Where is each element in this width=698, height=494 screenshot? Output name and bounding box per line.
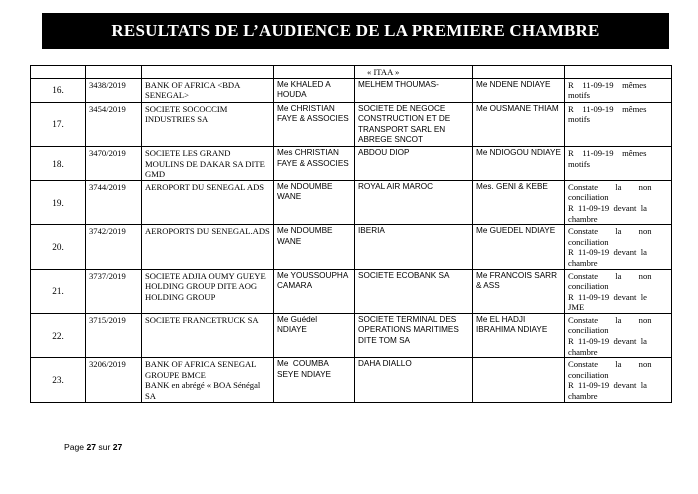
plaintiff-lawyer-cell: Me NDOUMBE WANE <box>274 225 355 269</box>
plaintiff-lawyer-cell: Me KHALED A HOUDA <box>274 78 355 102</box>
defendant-cell: SOCIETE ECOBANK SA <box>355 269 473 313</box>
defendant-lawyer-cell: Me NDENE NDIAYE <box>473 78 565 102</box>
defendant-lawyer-cell: Mes. GENI & KEBE <box>473 180 565 224</box>
table-row <box>31 358 672 402</box>
decision-cell: R 11-09-19 mêmes motifs <box>565 102 672 146</box>
case-number-cell: 3737/2019 <box>86 269 142 313</box>
table-row <box>31 269 672 313</box>
defendant-cell: SOCIETE DE NEGOCE CONSTRUCTION ET DE TRANSPORT SARL EN ABREGE SNCOT <box>355 102 473 146</box>
case-number-cell: 3470/2019 <box>86 146 142 180</box>
row-number: 22. <box>31 313 86 357</box>
defendant-cell: SOCIETE TERMINAL DES OPERATIONS MARITIMES DITE TOM SA <box>355 313 473 357</box>
plaintiff-cell: SOCIETE FRANCETRUCK SA <box>142 313 274 357</box>
defendant-lawyer-cell <box>473 358 565 402</box>
current-page-number: 27 <box>86 442 97 452</box>
plaintiff-cell: BANK OF AFRICA SENEGAL GROUPE BMCE BANK en abrégé « BOA Sénégal SA <box>142 358 274 402</box>
decision-cell: Constate la non conciliation R 11-09-19 devant la chambre <box>565 180 672 224</box>
decision-cell: Constate la non conciliation R 11-09-19 devant la chambre <box>565 358 672 402</box>
title-banner <box>42 13 669 49</box>
decision-cell: R 11-09-19 mêmes motifs <box>565 78 672 102</box>
defendant-cell: ABDOU DIOP <box>355 146 473 180</box>
row-number: 16. <box>31 78 86 102</box>
decision-cell: Constate la non conciliation R 11-09-19 devant la chambre <box>565 225 672 269</box>
plaintiff-cell: BANK OF AFRICA <BDA SENEGAL> <box>142 78 274 102</box>
plaintiff-lawyer-cell: Me CHRISTIAN FAYE & ASSOCIES <box>274 102 355 146</box>
plaintiff-cell: SOCIETE LES GRAND MOULINS DE DAKAR SA DITE GMD <box>142 146 274 180</box>
row-number: 21. <box>31 269 86 313</box>
row-number: 18. <box>31 146 86 180</box>
table-row <box>31 102 672 146</box>
row-number: 23. <box>31 358 86 402</box>
defendant-lawyer-cell: Me GUEDEL NDIAYE <box>473 225 565 269</box>
plaintiff-lawyer-cell: Mes CHRISTIAN FAYE & ASSOCIES <box>274 146 355 180</box>
decision-cell: R 11-09-19 mêmes motifs <box>565 146 672 180</box>
page-footer: Page 27 sur 27 <box>64 442 123 452</box>
case-number-cell: 3744/2019 <box>86 180 142 224</box>
defendant-cell: « ITAA » <box>355 66 473 79</box>
results-table <box>30 65 672 403</box>
total-page-count: 27 <box>112 442 123 452</box>
plaintiff-lawyer-cell: Me COUMBA SEYE NDIAYE <box>274 358 355 402</box>
plaintiff-cell: SOCIETE ADJIA OUMY GUEYE HOLDING GROUP DITE AOG HOLDING GROUP <box>142 269 274 313</box>
table-row <box>31 225 672 269</box>
defendant-lawyer-cell: Me OUSMANE THIAM <box>473 102 565 146</box>
defendant-cell: ROYAL AIR MAROC <box>355 180 473 224</box>
plaintiff-lawyer-cell: Me Guédel NDIAYE <box>274 313 355 357</box>
case-number-cell: 3438/2019 <box>86 78 142 102</box>
plaintiff-lawyer-cell: Me YOUSSOUPHA CAMARA <box>274 269 355 313</box>
defendant-cell: MELHEM THOUMAS- <box>355 78 473 102</box>
row-number: 20. <box>31 225 86 269</box>
defendant-cell: IBERIA <box>355 225 473 269</box>
table-row <box>31 313 672 357</box>
defendant-cell: DAHA DIALLO <box>355 358 473 402</box>
table-row <box>31 180 672 224</box>
plaintiff-cell: AEROPORT DU SENEGAL ADS <box>142 180 274 224</box>
page-title: RESULTATS DE L’AUDIENCE DE LA PREMIERE CHAMBRE <box>111 21 600 40</box>
case-number-cell: 3715/2019 <box>86 313 142 357</box>
table-row-continuation <box>31 66 672 79</box>
defendant-lawyer-cell: Me NDIOGOU NDIAYE <box>473 146 565 180</box>
table-row <box>31 146 672 180</box>
case-number-cell: 3454/2019 <box>86 102 142 146</box>
defendant-lawyer-cell: Me EL HADJI IBRAHIMA NDIAYE <box>473 313 565 357</box>
plaintiff-cell: SOCIETE SOCOCCIM INDUSTRIES SA <box>142 102 274 146</box>
case-number-cell: 3206/2019 <box>86 358 142 402</box>
defendant-lawyer-cell: Me FRANCOIS SARR & ASS <box>473 269 565 313</box>
plaintiff-cell: AEROPORTS DU SENEGAL.ADS <box>142 225 274 269</box>
plaintiff-lawyer-cell: Me NDOUMBE WANE <box>274 180 355 224</box>
row-number: 19. <box>31 180 86 224</box>
case-number-cell: 3742/2019 <box>86 225 142 269</box>
decision-cell: Constate la non conciliation R 11-09-19 devant le JME <box>565 269 672 313</box>
table-row <box>31 78 672 102</box>
decision-cell: Constate la non conciliation R 11-09-19 devant la chambre <box>565 313 672 357</box>
row-number: 17. <box>31 102 86 146</box>
